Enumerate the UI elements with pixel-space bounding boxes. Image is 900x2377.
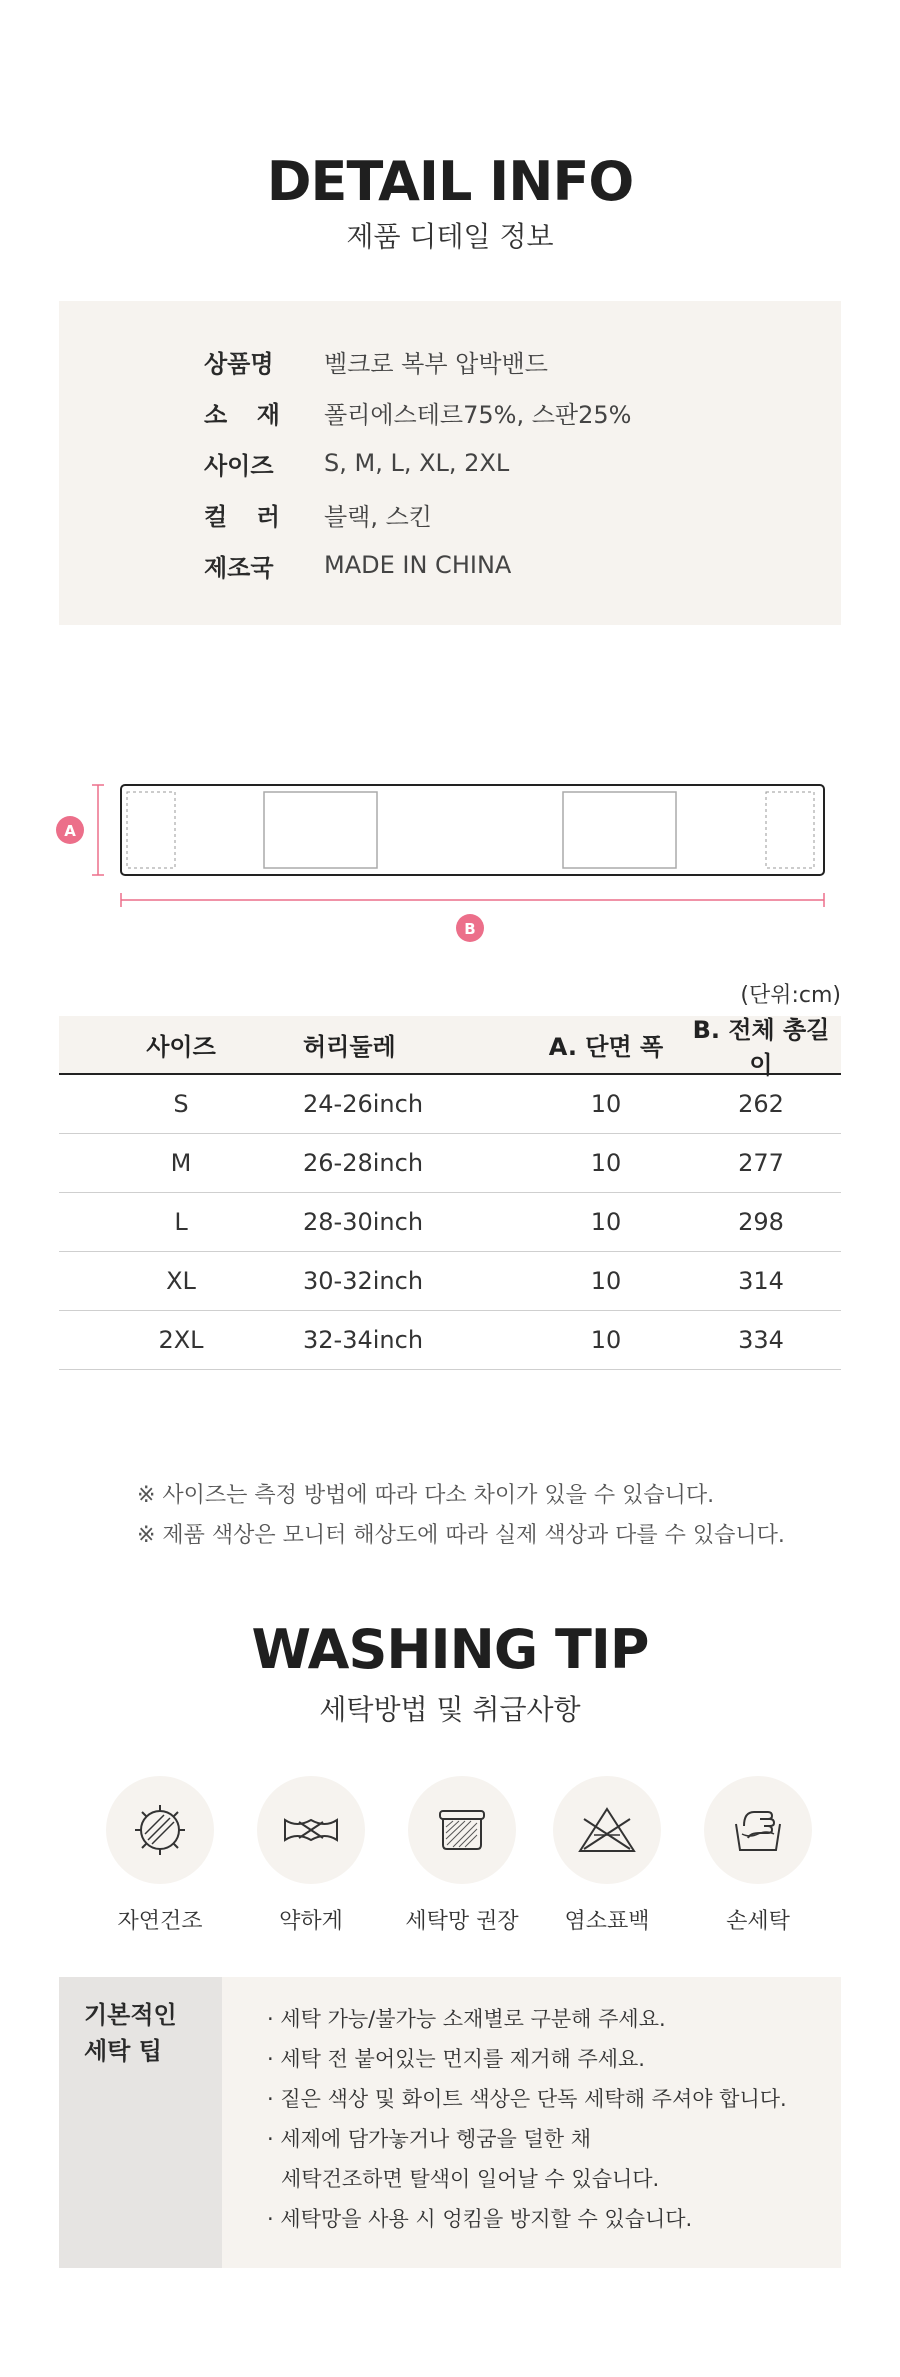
cell-waist: 28-30inch (303, 1208, 424, 1236)
tips-title-line2: 세탁 팁 (84, 2037, 162, 2065)
tips-title-line1: 기본적인 (84, 2001, 177, 2029)
info-row-size (204, 443, 509, 483)
wash-label: 약하게 (279, 1909, 343, 1934)
hand-wash-icon (704, 1776, 812, 1884)
cell-length: 277 (738, 1149, 784, 1177)
cell-length: 298 (738, 1208, 784, 1236)
cell-length: 262 (738, 1090, 784, 1118)
wash-label: 손세탁 (726, 1909, 790, 1934)
cell-width: 10 (590, 1090, 622, 1118)
tips-title (84, 1997, 177, 2069)
cell-length: 334 (738, 1326, 784, 1354)
size-table-header (59, 1015, 841, 1079)
wash-item-hand-wash (704, 1776, 812, 1934)
table-row (59, 1134, 841, 1193)
no-bleach-icon (553, 1776, 661, 1884)
marker-a-label: A (64, 822, 76, 840)
info-row-color (204, 494, 432, 534)
product-info-box (59, 301, 841, 625)
table-row (59, 1193, 841, 1252)
tips-list (267, 1999, 787, 2239)
tips-header-panel (59, 1977, 222, 2268)
detail-info-subtitle: 제품 디테일 정보 (346, 220, 554, 253)
gentle-wash-icon (257, 1776, 365, 1884)
tip-item: · 세탁망을 사용 시 엉킴을 방지할 수 있습니다. (267, 2207, 693, 2231)
info-label: 컬 러 (204, 502, 280, 531)
band-diagram (0, 760, 900, 960)
cell-size: M (170, 1149, 192, 1177)
size-table (59, 1016, 841, 1370)
wash-item-no-bleach (553, 1776, 661, 1934)
header-length: B. 전체 총길이 (692, 1015, 830, 1079)
washing-tips-box (59, 1977, 841, 2268)
header-waist: 허리둘레 (303, 1033, 396, 1061)
natural-dry-icon (106, 1776, 214, 1884)
wash-item-gentle (257, 1776, 365, 1934)
washing-tip-subtitle: 세탁방법 및 취급사항 (319, 1693, 581, 1726)
laundry-net-icon (408, 1776, 516, 1884)
tip-item: · 세탁 전 붙어있는 먼지를 제거해 주세요. (267, 2047, 645, 2071)
tip-item-continued: 세탁건조하면 탈색이 일어날 수 있습니다. (281, 2167, 660, 2191)
washing-tip-title: WASHING TIP (251, 1618, 649, 1681)
tip-item: · 세탁 가능/불가능 소재별로 구분해 주세요. (267, 2007, 666, 2031)
info-label: 상품명 (204, 349, 274, 378)
band-outline (121, 785, 824, 875)
info-label: 사이즈 (204, 451, 274, 480)
tip-item: · 짙은 색상 및 화이트 색상은 단독 세탁해 주셔야 합니다. (267, 2087, 787, 2111)
info-value: MADE IN CHINA (324, 551, 512, 579)
cell-waist: 30-32inch (303, 1267, 424, 1295)
wash-label: 염소표백 (564, 1909, 650, 1934)
cell-length: 314 (738, 1267, 784, 1295)
wash-item-natural-dry (106, 1776, 214, 1934)
unit-label: (단위:cm) (740, 983, 841, 1008)
info-label: 제조국 (204, 553, 274, 582)
wash-label: 자연건조 (117, 1909, 203, 1934)
size-note: ※ 사이즈는 측정 방법에 따라 다소 차이가 있을 수 있습니다. (137, 1483, 715, 1508)
header-width: A. 단면 폭 (548, 1033, 664, 1061)
cell-size: L (174, 1208, 188, 1236)
info-row-origin (204, 545, 511, 585)
cell-width: 10 (590, 1149, 622, 1177)
header-size: 사이즈 (146, 1033, 216, 1061)
cell-size: 2XL (158, 1326, 204, 1354)
info-value: S, M, L, XL, 2XL (324, 449, 510, 477)
info-label: 소 재 (204, 400, 280, 429)
tip-item: · 세제에 담가놓거나 헹굼을 덜한 채 (267, 2127, 592, 2151)
detail-info-title: DETAIL INFO (266, 150, 634, 213)
cell-size: S (173, 1090, 189, 1118)
cell-width: 10 (590, 1326, 622, 1354)
wash-label: 세탁망 권장 (405, 1909, 519, 1934)
table-row (59, 1311, 841, 1370)
table-row (59, 1075, 841, 1134)
cell-size: XL (166, 1267, 196, 1295)
info-value: 블랙, 스킨 (324, 502, 432, 531)
cell-waist: 24-26inch (303, 1090, 424, 1118)
marker-b-label: B (464, 920, 476, 938)
cell-waist: 32-34inch (303, 1326, 424, 1354)
color-note: ※ 제품 색상은 모니터 해상도에 따라 실제 색상과 다를 수 있습니다. (137, 1523, 785, 1548)
cell-width: 10 (590, 1208, 622, 1236)
info-row-material (204, 392, 631, 432)
info-value: 벨크로 복부 압박밴드 (324, 349, 548, 378)
info-row-name (204, 341, 548, 381)
wash-item-laundry-net (405, 1776, 519, 1934)
info-value: 폴리에스테르75%, 스판25% (324, 400, 632, 429)
cell-width: 10 (590, 1267, 622, 1295)
table-row (59, 1252, 841, 1311)
cell-waist: 26-28inch (303, 1149, 424, 1177)
